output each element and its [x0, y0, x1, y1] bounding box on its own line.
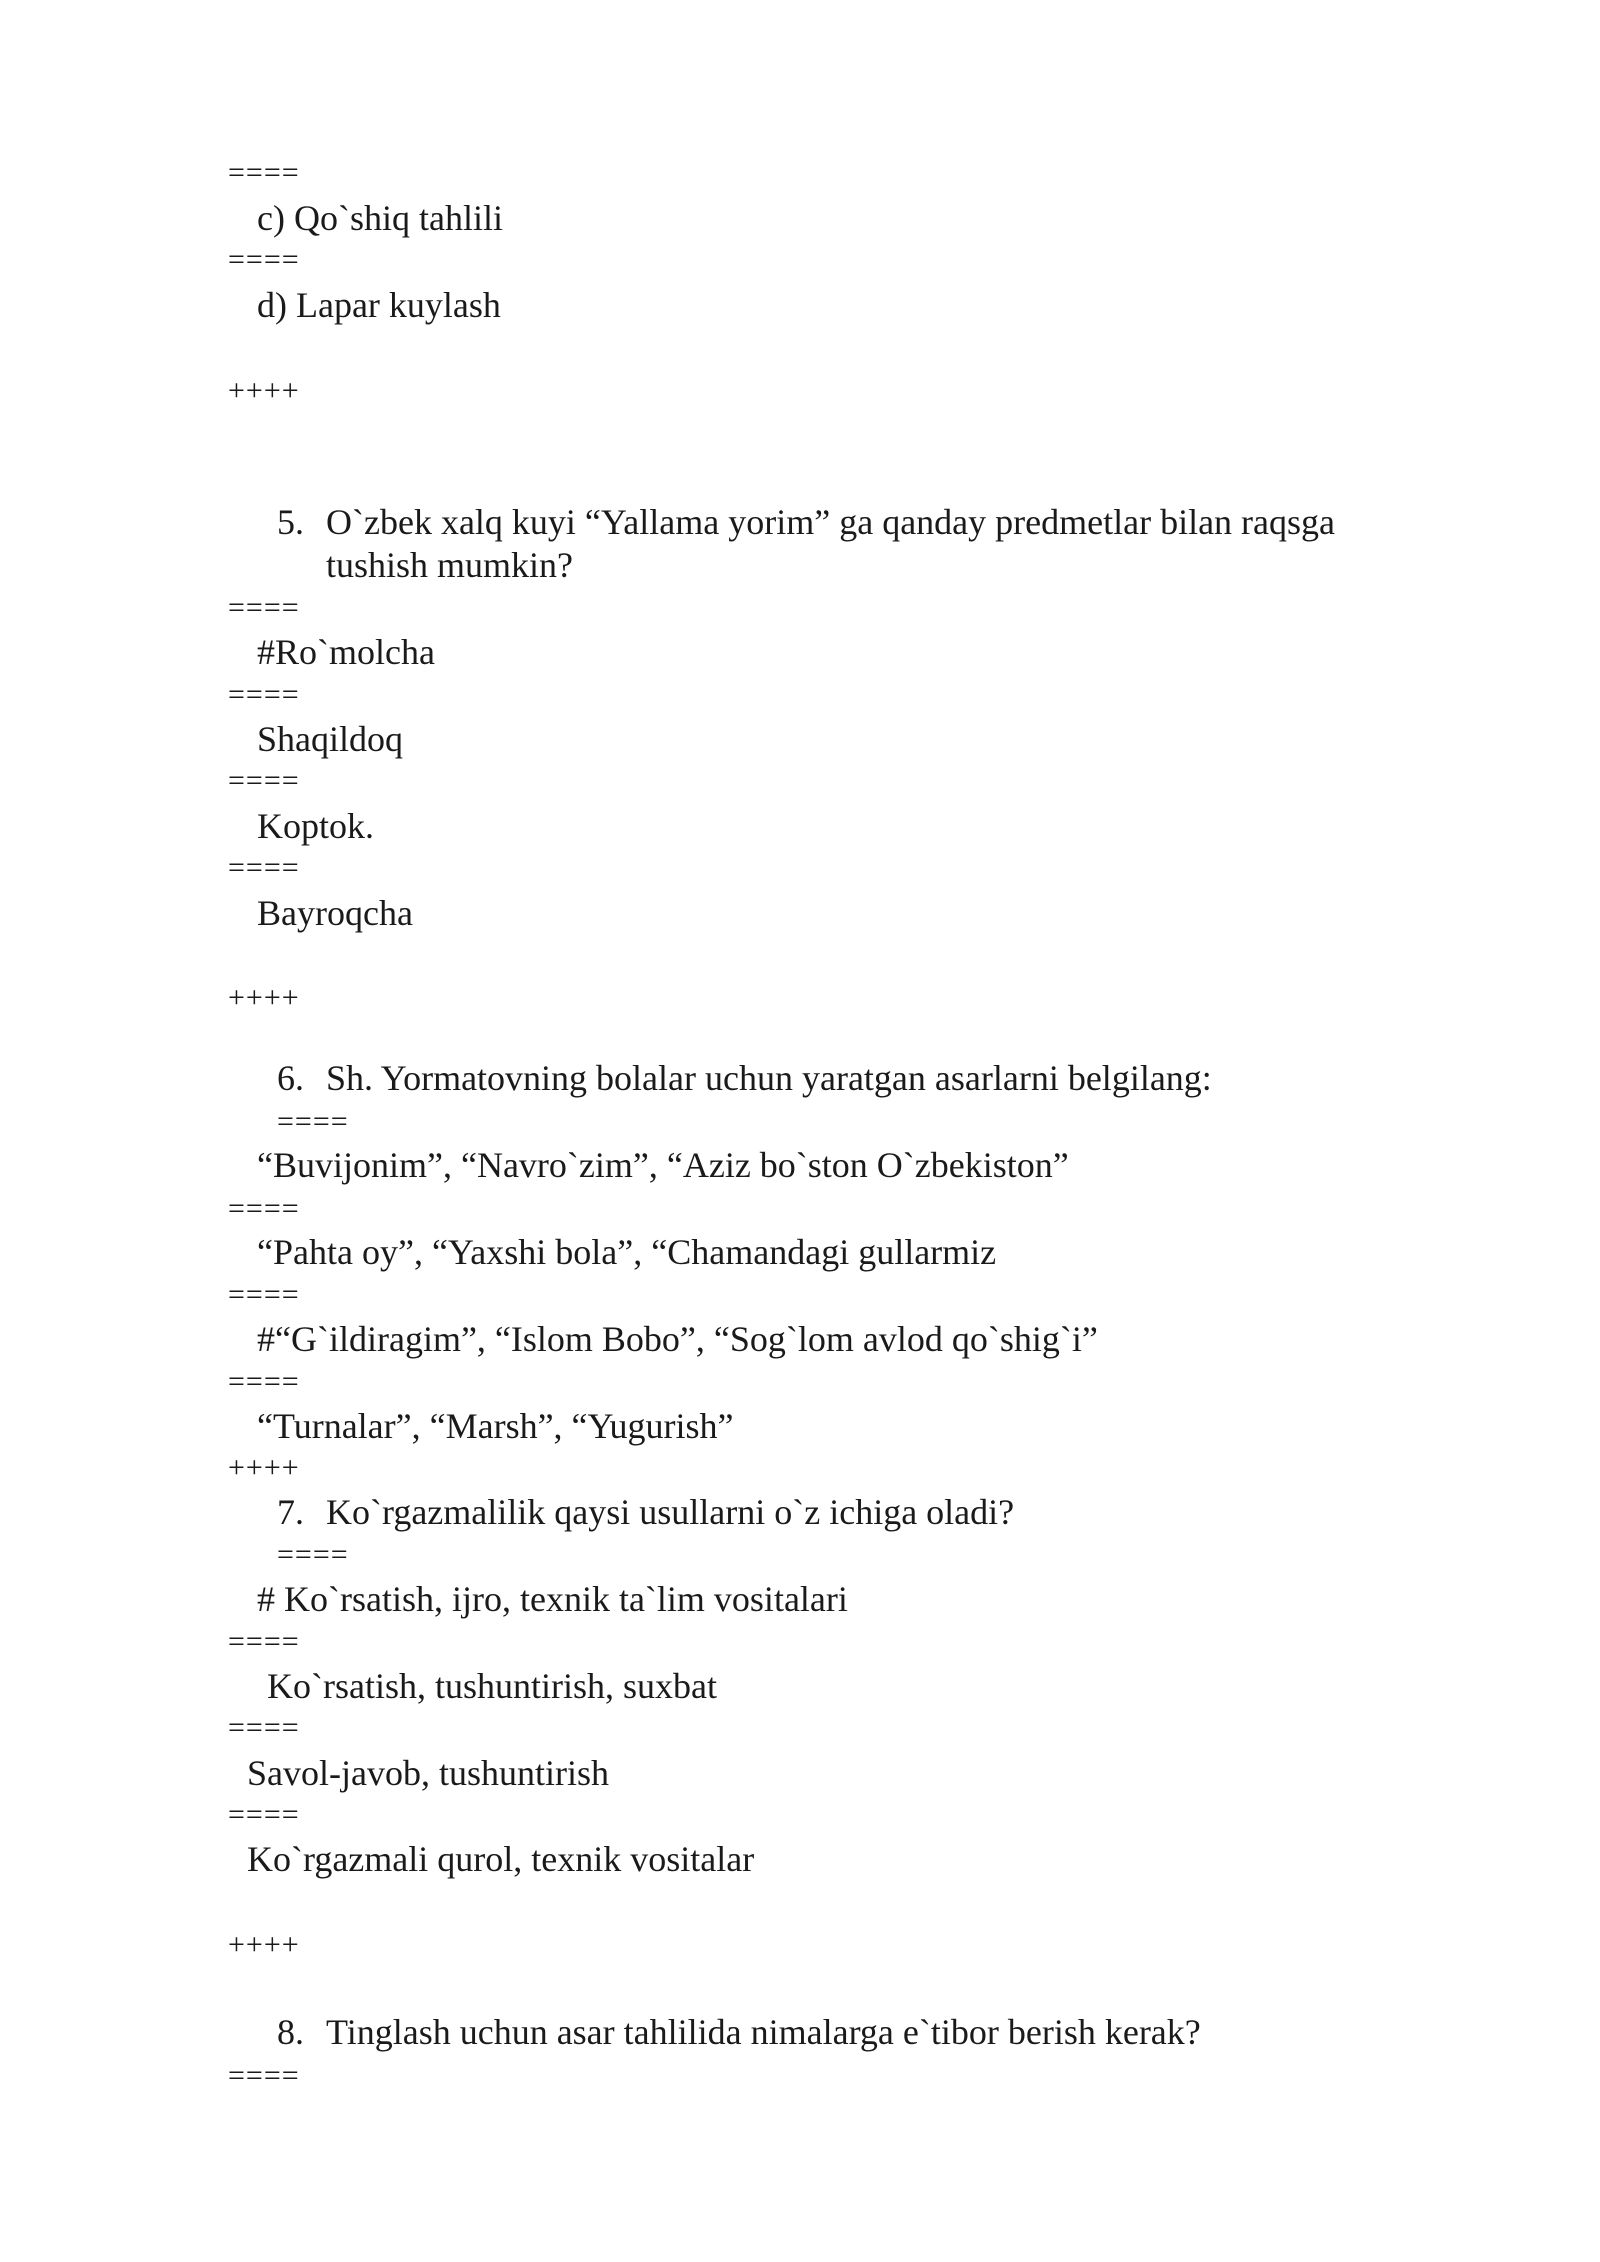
- question-end-marker: ++++: [228, 374, 300, 407]
- question-text: tushish mumkin?: [326, 545, 574, 585]
- answer-separator: ====: [228, 851, 300, 884]
- answer-separator: ====: [228, 1798, 300, 1831]
- answer-option: Bayroqcha: [257, 893, 413, 933]
- answer-option: # Ko`rsatish, ijro, texnik ta`lim vositalari: [257, 1579, 848, 1619]
- question-number: 6.: [277, 1058, 304, 1098]
- answer-option: #“G`ildiragim”, “Islom Bobo”, “Sog`lom avlod qo`shig`i”: [257, 1319, 1098, 1359]
- question-text: Sh. Yormatovning bolalar uchun yaratgan asarlarni belgilang:: [326, 1058, 1212, 1098]
- answer-separator: ====: [228, 591, 300, 624]
- answer-separator: ====: [228, 1711, 300, 1744]
- question-text: O`zbek xalq kuyi “Yallama yorim” ga qanday predmetlar bilan raqsga: [326, 502, 1336, 542]
- answer-separator: ====: [277, 1538, 349, 1571]
- answer-option: c) Qo`shiq tahlili: [257, 198, 503, 238]
- question-number: 7.: [277, 1492, 304, 1532]
- answer-separator: ====: [228, 1625, 300, 1658]
- answer-option: Ko`rgazmali qurol, texnik vositalar: [247, 1839, 755, 1879]
- answer-separator: ====: [228, 156, 300, 189]
- answer-separator: ====: [228, 243, 300, 276]
- question-number: 5.: [277, 502, 304, 542]
- answer-option: “Buvijonim”, “Navro`zim”, “Aziz bo`ston O`zbekiston”: [257, 1145, 1069, 1185]
- answer-separator: ====: [228, 764, 300, 797]
- answer-option: Ko`rsatish, tushuntirish, suxbat: [267, 1666, 717, 1706]
- answer-option: “Pahta oy”, “Yaxshi bola”, “Chamandagi gullarmiz: [257, 1232, 997, 1272]
- answer-separator: ====: [277, 1105, 349, 1138]
- answer-option: d) Lapar kuylash: [257, 285, 501, 325]
- answer-option: Shaqildoq: [257, 719, 404, 759]
- question-end-marker: ++++: [228, 1928, 300, 1961]
- answer-option: Koptok.: [257, 806, 374, 846]
- answer-separator: ====: [228, 1192, 300, 1225]
- answer-option: #Ro`molcha: [257, 632, 435, 672]
- answer-separator: ====: [228, 678, 300, 711]
- answer-option: Savol-javob, tushuntirish: [247, 1753, 609, 1793]
- answer-separator: ====: [228, 1365, 300, 1398]
- question-end-marker: ++++: [228, 981, 300, 1014]
- question-number: 8.: [277, 2012, 304, 2052]
- question-end-marker: ++++: [228, 1451, 300, 1484]
- question-text: Ko`rgazmalilik qaysi usullarni o`z ichiga oladi?: [326, 1492, 1015, 1532]
- answer-separator: ====: [228, 1278, 300, 1311]
- answer-separator: ====: [228, 2059, 300, 2092]
- answer-option: “Turnalar”, “Marsh”, “Yugurish”: [257, 1406, 734, 1446]
- question-text: Tinglash uchun asar tahlilida nimalarga e`tibor berish kerak?: [326, 2012, 1201, 2052]
